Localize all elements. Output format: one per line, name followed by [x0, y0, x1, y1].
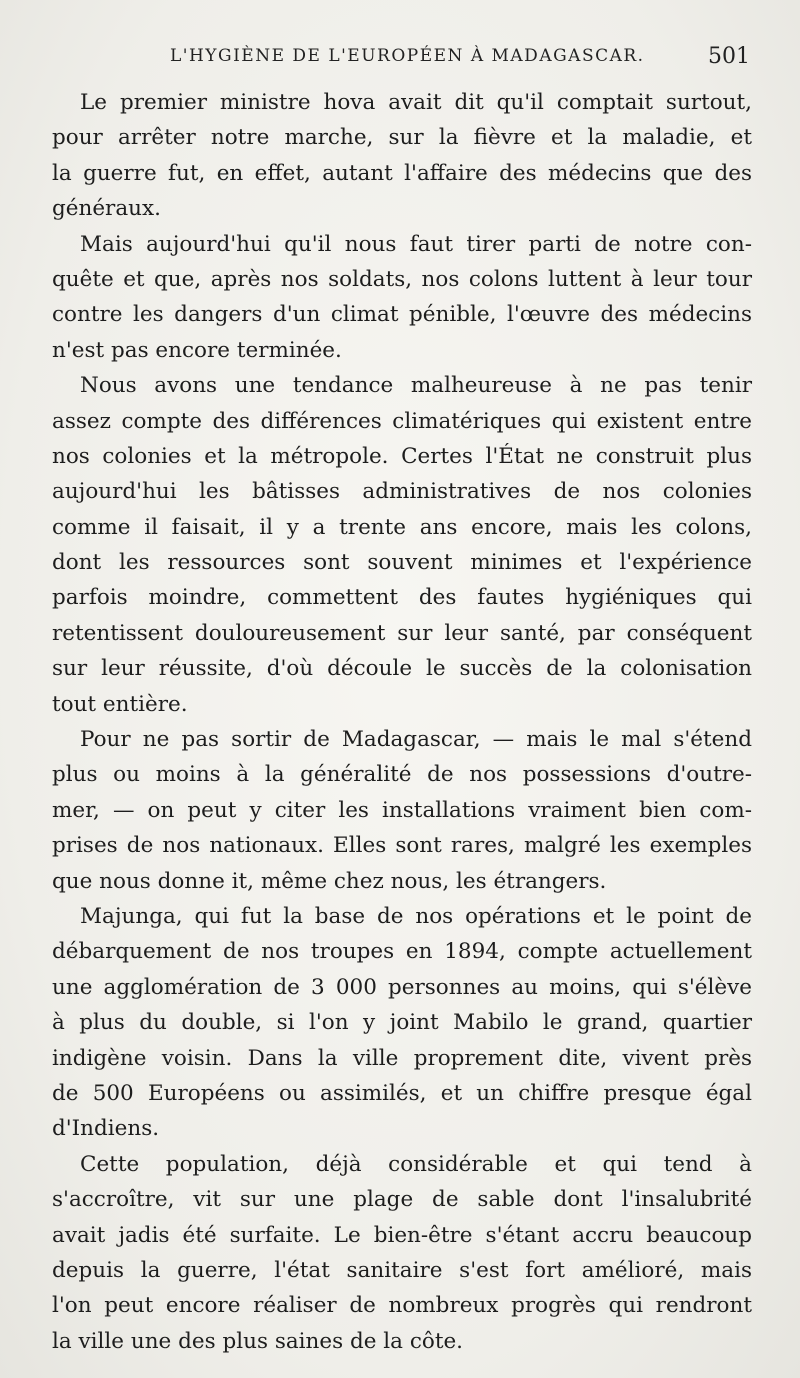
text-line: Pour ne pas sortir de Madagascar, — mais le mal s'étend: [80, 727, 752, 753]
text-line: sur leur réussite, d'où découle le succès de la colonisation: [52, 656, 752, 682]
text-line: pour arrêter notre marche, sur la fièvre et la maladie, et: [52, 125, 752, 151]
text-line: assez compte des différences climatériques qui existent entre: [52, 408, 752, 434]
text-line: la guerre fut, en effet, autant l'affaire des médecins que des: [52, 160, 752, 186]
text-line: s'accroître, vit sur une plage de sable dont l'insalubrité: [52, 1187, 752, 1213]
paragraph: [52, 1147, 752, 1359]
text-line: quête et que, après nos soldats, nos colons luttent à leur tour: [52, 266, 752, 292]
text-line: dont les ressources sont souvent minimes et l'expérience: [52, 550, 752, 576]
page-number: 501: [708, 44, 750, 69]
text-line: indigène voisin. Dans la ville proprement dite, vivent près: [52, 1045, 752, 1071]
text-line: plus ou moins à la généralité de nos possessions d'outre-: [52, 762, 752, 788]
text-line: que nous donne it, même chez nous, les étrangers.: [52, 868, 607, 894]
text-line: prises de nos nationaux. Elles sont rares, malgré les exemples: [52, 833, 752, 859]
text-line: généraux.: [52, 196, 161, 222]
text-line: tout entière.: [52, 691, 188, 717]
text-line: Cette population, déjà considérable et qui tend à: [80, 1151, 752, 1177]
text-line: avait jadis été surfaite. Le bien-être s'étant accru beaucoup: [52, 1222, 752, 1248]
text-line: parfois moindre, commettent des fautes hygiéniques qui: [52, 585, 752, 611]
text-line: depuis la guerre, l'état sanitaire s'est fort amélioré, mais: [52, 1257, 752, 1283]
text-line: mer, — on peut y citer les installations vraiment bien com-: [52, 797, 752, 823]
text-line: nos colonies et la métropole. Certes l'État ne construit plus: [52, 443, 752, 469]
text-line: Mais aujourd'hui qu'il nous faut tirer parti de notre con-: [80, 231, 752, 257]
paragraph: [52, 85, 752, 227]
paragraph: [52, 368, 752, 722]
text-line: n'est pas encore terminée.: [52, 337, 342, 363]
text-line: retentissent douloureusement sur leur santé, par conséquent: [52, 620, 752, 646]
text-line: débarquement de nos troupes en 1894, compte actuellement: [52, 939, 752, 965]
paragraph: [52, 227, 752, 369]
paragraph: [52, 899, 752, 1147]
text-line: aujourd'hui les bâtisses administratives de nos colonies: [52, 479, 752, 505]
text-line: à plus du double, si l'on y joint Mabilo le grand, quartier: [52, 1010, 752, 1036]
running-title: L'HYGIÈNE DE L'EUROPÉEN À MADAGASCAR.: [170, 46, 645, 66]
text-line: d'Indiens.: [52, 1116, 160, 1142]
text-line: la ville une des plus saines de la côte.: [52, 1328, 464, 1354]
running-head: [150, 44, 750, 72]
text-line: Nous avons une tendance malheureuse à ne pas tenir: [80, 373, 752, 399]
text-line: comme il faisait, il y a trente ans encore, mais les colons,: [52, 514, 752, 540]
text-line: de 500 Européens ou assimilés, et un chiffre presque égal: [52, 1080, 752, 1106]
text-line: Le premier ministre hova avait dit qu'il comptait surtout,: [80, 90, 752, 115]
text-line: Majunga, qui fut la base de nos opérations et le point de: [80, 903, 752, 929]
paragraph: [52, 722, 752, 899]
text-line: contre les dangers d'un climat pénible, l'œuvre des médecins: [52, 302, 752, 328]
text-line: l'on peut encore réaliser de nombreux progrès qui rendront: [52, 1293, 752, 1319]
text-line: une agglomération de 3 000 personnes au moins, qui s'élève: [52, 974, 752, 1000]
body-text: [52, 85, 752, 1359]
